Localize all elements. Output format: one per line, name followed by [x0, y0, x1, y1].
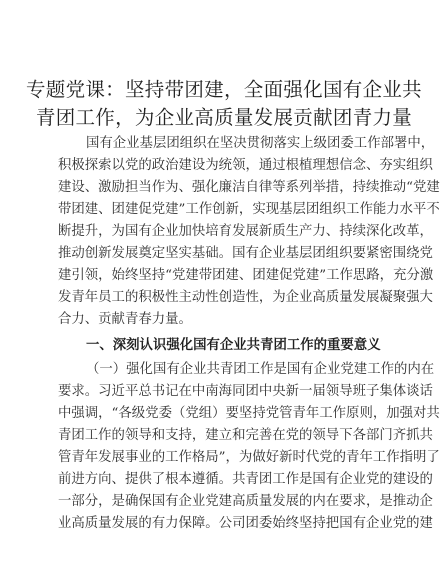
title-line: 专题党课：坚持带团建，全面强化国有企业共	[25, 78, 422, 101]
intro-paragraph-line: 建设、激励担当作为、强化廉洁自律等系列举措，持续推动“党建	[58, 180, 440, 195]
intro-paragraph-line: 积极探索以党的政治建设为统领，通过根植理想信念、夯实组织	[58, 158, 433, 173]
intro-paragraph-line: 国有企业基层团组织在坚决贯彻落实上级团委工作部署中，	[86, 136, 435, 151]
intro-paragraph-line: 发青年员工的积极性主动性创造性，为企业高质量发展凝聚强大	[58, 290, 433, 305]
document-title	[20, 76, 428, 132]
intro-paragraph-line: 建引领，始终坚持“党建带团建、团建促党建”工作思路，充分激	[58, 268, 434, 283]
section-paragraph-line: 业高质量发展的有力保障。公司团委始终坚持把国有企业党的建	[58, 516, 433, 531]
intro-paragraph-line: 合力、贡献青春力量。	[58, 312, 192, 327]
section-paragraph-line: 管青年发展事业的工作格局”，为做好新时代党的青年工作指明了	[58, 450, 440, 465]
section-heading: 一、深刻认识强化国有企业共青团工作的重要意义	[86, 337, 381, 353]
section-paragraph-line: 青团工作的领导和支持，建立和完善在党的领导下各部门齐抓共	[58, 428, 433, 443]
intro-paragraph-line: 断提升，为国有企业加快培育发展新质生产力、持续深化改革，	[58, 224, 433, 239]
title-line: 青团工作，为企业高质量发展贡献团青力量	[35, 106, 413, 129]
section-paragraph-line: 中强调，“各级党委（党组）要坚持党管青年工作原则，加强对共	[58, 406, 440, 421]
section-paragraph-line: 要求。习近平总书记在中南海同团中央新一届领导班子集体谈话	[58, 384, 433, 399]
section-paragraph-line: 一部分，是确保国有企业党建高质量发展的内在要求，是推动企	[58, 494, 433, 509]
intro-paragraph-line: 推动创新发展奠定坚实基础。国有企业基层团组织要紧密围绕党	[58, 246, 433, 261]
section-paragraph-line: 前进方向、提供了根本遵循。共青团工作是国有企业党的建设的	[58, 472, 433, 487]
intro-paragraph-line: 带团建、团建促党建”工作创新，实现基层团组织工作能力水平不	[58, 202, 440, 217]
section-paragraph-line: （一）强化国有企业共青团工作是国有企业党建工作的内在	[86, 362, 435, 377]
